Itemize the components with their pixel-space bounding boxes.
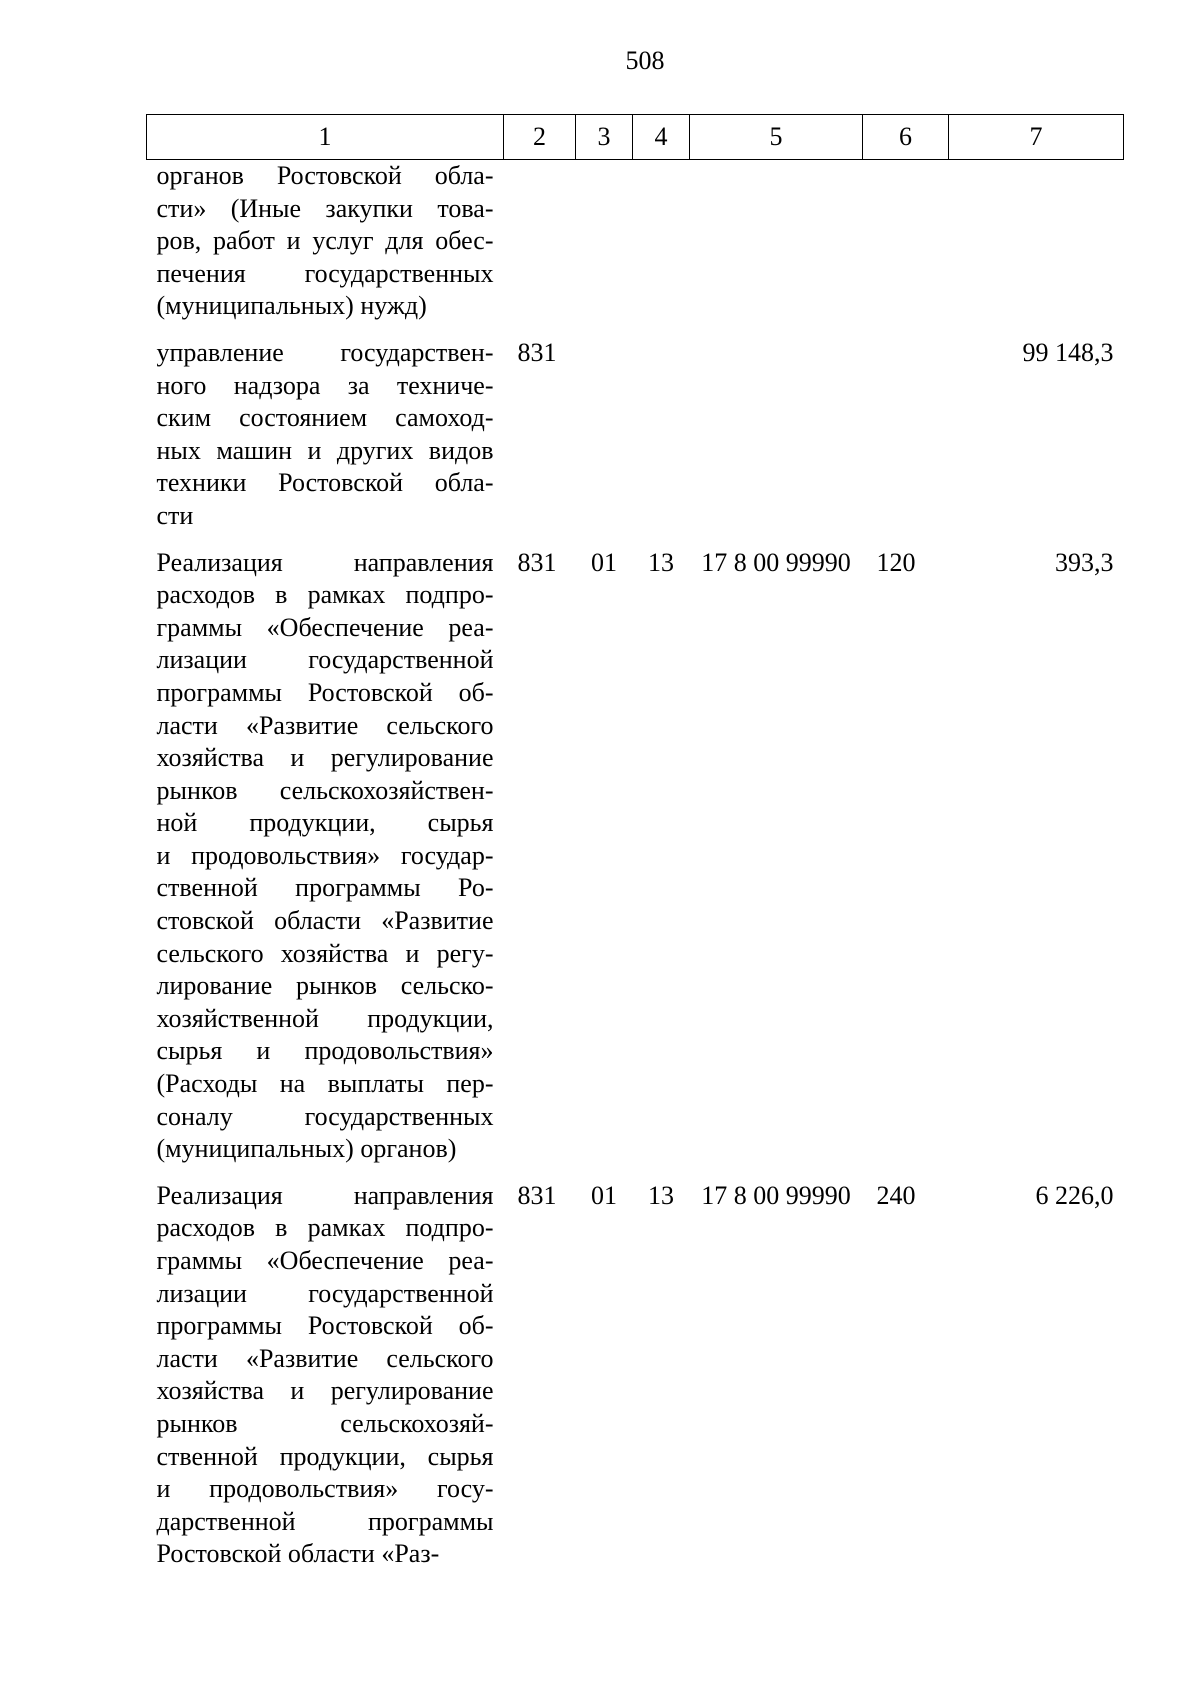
description-line: ственной программы Ро-: [156, 873, 494, 903]
description-line: сти» (Иные закупки това-: [156, 193, 494, 223]
description-line: ласти «Развитие сельского: [156, 1343, 494, 1373]
description-line: (муниципальных) нужд): [156, 291, 427, 321]
section-code: 01: [591, 547, 617, 577]
description-line: хозяйства и регулирование: [156, 1376, 494, 1406]
description-line: техники Ростовской обла-: [156, 468, 494, 498]
description-line: ров, работ и услуг для обес-: [156, 226, 494, 256]
expense-type-code: [863, 337, 949, 547]
section-code: [576, 160, 633, 337]
amount-value: 393,3: [1055, 547, 1114, 577]
description-line: лирование рынков сельско-: [156, 971, 494, 1001]
ministry-code: 831: [517, 547, 557, 577]
description-line: дарственной программы: [156, 1506, 494, 1536]
description-line: расходов в рамках подпро-: [156, 1213, 494, 1243]
budget-table: [146, 114, 1124, 1585]
table-row: [147, 1180, 1124, 1585]
description-line: ного надзора за техниче-: [156, 370, 494, 400]
table-body: [147, 160, 1124, 1585]
description-line: стовской области «Развитие: [156, 906, 494, 936]
header-row: [147, 115, 1124, 160]
target-article-code: [690, 337, 863, 547]
ministry-code: [504, 160, 576, 337]
description-line: программы Ростовской об-: [156, 1311, 494, 1341]
description-line: граммы «Обеспечение реа-: [156, 612, 494, 642]
section-code: [576, 337, 633, 547]
description-line: ственной продукции, сырья: [156, 1441, 494, 1471]
ministry-code: 831: [517, 1180, 557, 1210]
section-code: 01: [591, 1180, 617, 1210]
description-line: и продовольствия» госу-: [156, 1474, 494, 1504]
description-line: сельского хозяйства и регу-: [156, 938, 494, 968]
column-header-6: 6: [863, 115, 949, 160]
description-line: сти: [156, 500, 194, 530]
table-row: [147, 337, 1124, 547]
column-header-2: 2: [504, 115, 576, 160]
description-line: ласти «Развитие сельского: [156, 710, 494, 740]
description-line: Реализация направления: [156, 547, 494, 577]
description-line: граммы «Обеспечение реа-: [156, 1246, 494, 1275]
column-header-3: 3: [576, 115, 633, 160]
subsection-code: 13: [648, 1180, 674, 1210]
column-header-5: 5: [690, 115, 863, 160]
subsection-code: [633, 160, 690, 337]
target-article-code: [690, 160, 863, 337]
description-line: лизации государственной: [156, 1278, 494, 1308]
amount-value: [949, 160, 1124, 337]
description-line: хозяйственной продукции,: [156, 1003, 494, 1033]
amount-value: 6 226,0: [1035, 1180, 1114, 1210]
table-row: [147, 547, 1124, 1180]
description-line: ной продукции, сырья: [156, 808, 494, 838]
description-line: ским состоянием самоход-: [156, 403, 494, 433]
page-number: 508: [625, 46, 665, 75]
expense-type-code: [863, 160, 949, 337]
description-line: ных машин и других видов: [156, 435, 494, 465]
target-article-code: 17 8 00 99990: [701, 547, 851, 577]
description-line: рынков сельскохозяй-: [156, 1408, 494, 1438]
row-description: [147, 160, 504, 337]
target-article-code: 17 8 00 99990: [701, 1180, 851, 1210]
description-line: (муниципальных) органов): [156, 1134, 457, 1164]
description-line: лизации государственной: [156, 645, 494, 675]
row-description: [147, 337, 504, 547]
description-line: печения государственных: [156, 258, 494, 288]
row-description: [147, 547, 504, 1180]
column-header-1: 1: [147, 115, 504, 160]
description-line: Ростовской области «Раз-: [156, 1539, 440, 1569]
description-line: (Расходы на выплаты пер-: [156, 1069, 494, 1099]
description-line: хозяйства и регулирование: [156, 743, 494, 773]
description-line: органов Ростовской обла-: [156, 161, 494, 190]
amount-value: 99 148,3: [1022, 337, 1114, 367]
table-row: [147, 160, 1124, 337]
description-line: сырья и продовольствия»: [156, 1036, 494, 1066]
row-description: [147, 1180, 504, 1585]
ministry-code: 831: [517, 337, 557, 367]
description-line: соналу государственных: [156, 1101, 494, 1131]
description-line: управление государствен-: [156, 337, 494, 367]
description-line: рынков сельскохозяйствен-: [156, 775, 494, 805]
expense-type-code: 120: [876, 547, 916, 577]
subsection-code: [633, 337, 690, 547]
column-header-7: 7: [949, 115, 1124, 160]
description-line: расходов в рамках подпро-: [156, 580, 494, 610]
budget-table-container: [146, 114, 1123, 1585]
description-line: Реализация направления: [156, 1180, 494, 1210]
expense-type-code: 240: [876, 1180, 916, 1210]
column-header-4: 4: [633, 115, 690, 160]
description-line: программы Ростовской об-: [156, 677, 494, 707]
description-line: и продовольствия» государ-: [156, 840, 494, 870]
table-header: [147, 115, 1124, 160]
subsection-code: 13: [648, 547, 674, 577]
